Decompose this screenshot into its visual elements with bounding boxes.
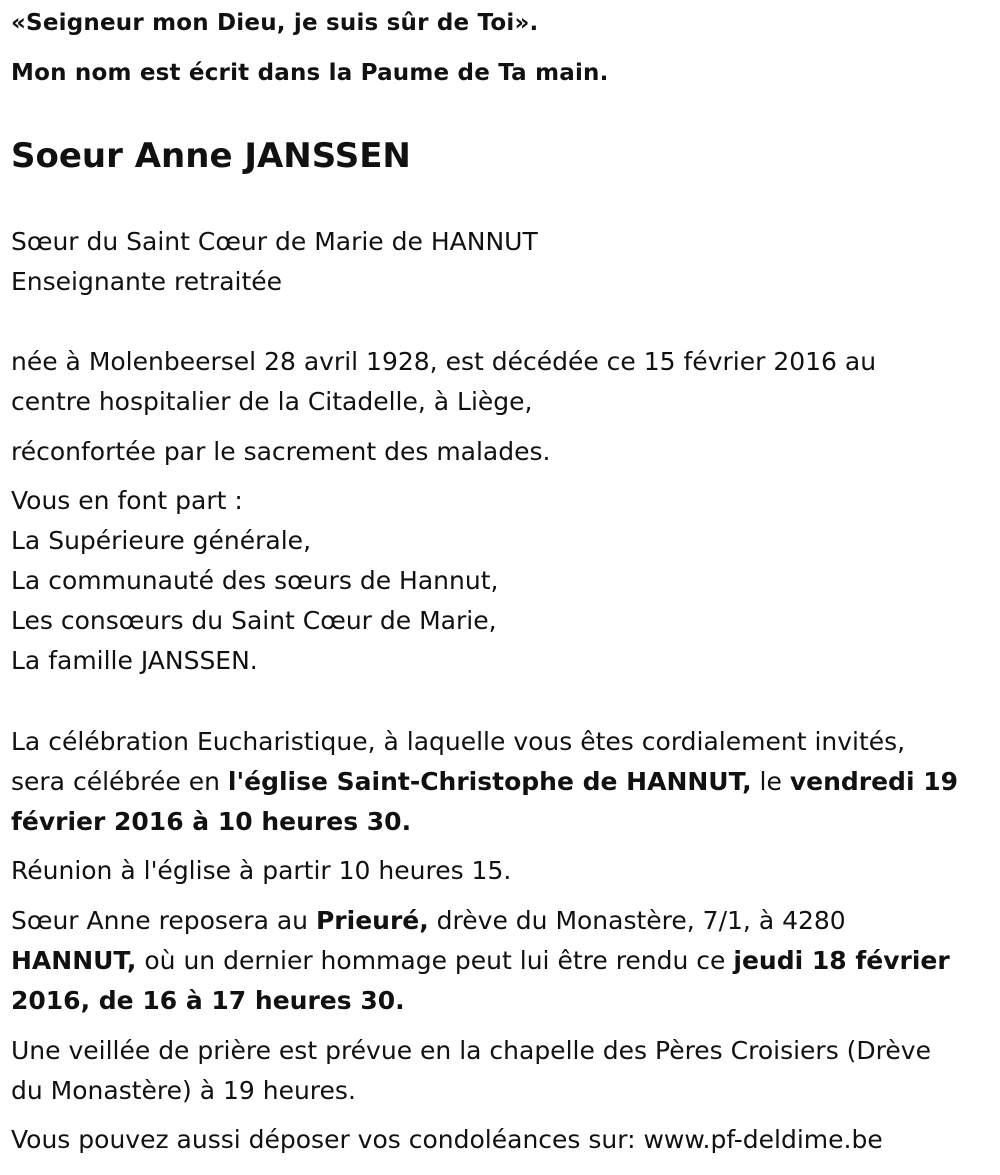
celebration-date: février 2016 à 10 heures 30. xyxy=(11,807,412,836)
priory-name: Prieuré, xyxy=(315,906,429,935)
epigraph-line-2: Mon nom est écrit dans la Paume de Ta main. xyxy=(11,60,609,86)
deceased-title-2: Enseignante retraitée xyxy=(11,267,283,296)
reposing-text: drève du Monastère, 7/1, à 4280 xyxy=(428,906,846,935)
reposing-text: où un dernier hommage peut lui être rendu ce xyxy=(136,946,734,975)
announce-member: Les consœurs du Saint Cœur de Marie, xyxy=(11,606,497,635)
epigraph-line-1: «Seigneur mon Dieu, je suis sûr de Toi». xyxy=(11,10,539,36)
deceased-title-1: Sœur du Saint Cœur de Marie de HANNUT xyxy=(11,227,538,256)
celebration-date: vendredi 19 xyxy=(789,767,959,796)
announce-member: La famille JANSSEN. xyxy=(11,646,258,675)
condolences-text: Vous pouvez aussi déposer vos condoléances sur: www.pf-deldime.be xyxy=(11,1125,883,1154)
reposing-hours: 2016, de 16 à 17 heures 30. xyxy=(11,986,405,1015)
vigil-line-2: du Monastère) à 19 heures. xyxy=(11,1076,356,1105)
deceased-name: Soeur Anne JANSSEN xyxy=(11,136,411,176)
celebration-line-1: La célébration Eucharistique, à laquelle vous êtes cordialement invités, xyxy=(11,727,906,756)
celebration-text: le xyxy=(751,767,790,796)
celebration-line-2 xyxy=(11,762,958,802)
meeting-time: Réunion à l'église à partir 10 heures 15. xyxy=(11,856,512,885)
celebration-text: sera célébrée en xyxy=(11,767,228,796)
announce-member: La Supérieure générale, xyxy=(11,526,312,555)
death-line-2: centre hospitalier de la Citadelle, à Liège, xyxy=(11,387,533,416)
announce-member: La communauté des sœurs de Hannut, xyxy=(11,566,499,595)
reposing-city: HANNUT, xyxy=(11,946,137,975)
celebration-line-3 xyxy=(11,802,411,842)
reposing-line-2 xyxy=(11,941,950,981)
church-name: l'église Saint-Christophe de HANNUT, xyxy=(227,767,752,796)
announce-intro: Vous en font part : xyxy=(11,486,243,515)
death-line-3: réconfortée par le sacrement des malades. xyxy=(11,437,551,466)
reposing-date: jeudi 18 février xyxy=(733,946,950,975)
death-line-1: née à Molenbeersel 28 avril 1928, est décédée ce 15 février 2016 au xyxy=(11,347,877,376)
reposing-line-3 xyxy=(11,981,405,1021)
reposing-line-1 xyxy=(11,901,846,941)
reposing-text: Sœur Anne reposera au xyxy=(11,906,316,935)
vigil-line-1: Une veillée de prière est prévue en la chapelle des Pères Croisiers (Drève xyxy=(11,1036,931,1065)
